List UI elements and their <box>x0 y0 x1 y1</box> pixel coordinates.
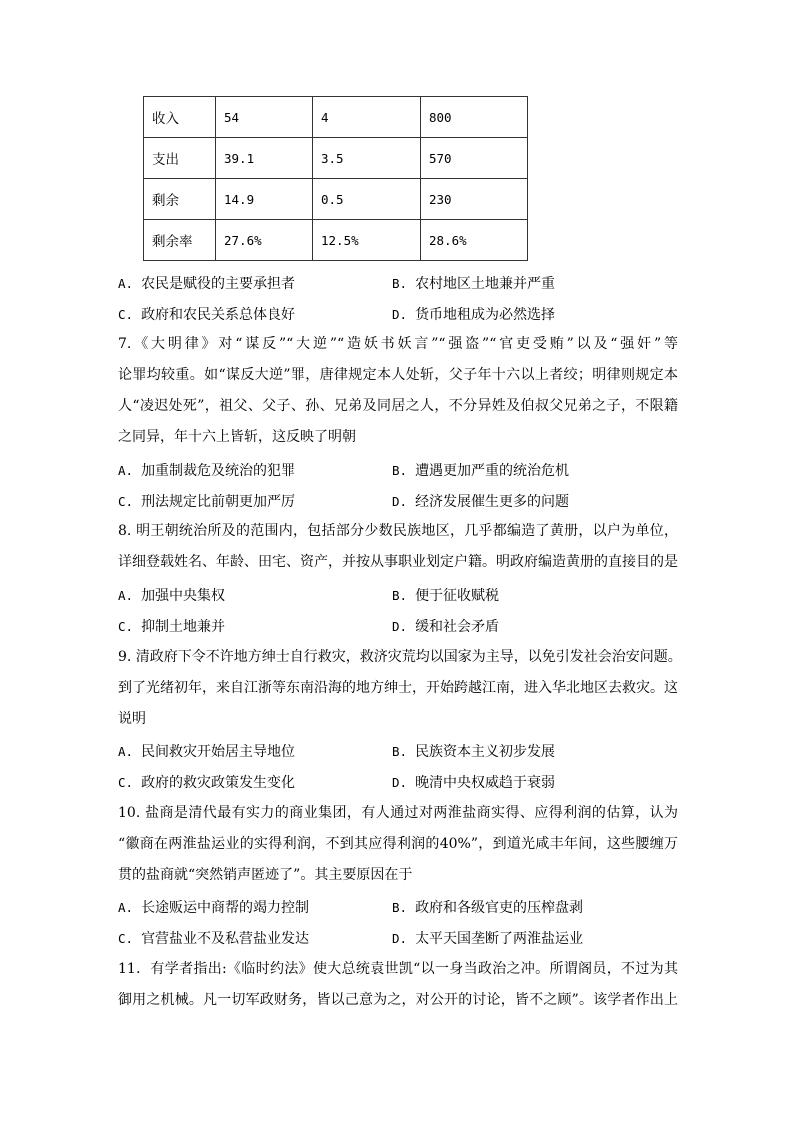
table-cell: 4 <box>313 97 421 138</box>
question-line: 11．有学者指出:《临时约法》使大总统袁世凯“以一身当政治之冲。所谓阁员，不过为其 <box>118 961 678 977</box>
table-cell: 800 <box>421 97 528 138</box>
question-line: “徽商在两淮盐运业的实得利润，不到其应得利润的40%”，到道光咸丰年间，这些腰缠万 <box>118 836 678 852</box>
q8-option-c: C. 抑制土地兼并 <box>118 619 226 635</box>
question-8 <box>118 516 678 578</box>
question-line: 御用之机械。凡一切军政财务，皆以己意为之，对公开的讨论，皆不之顾”。该学者作出上 <box>118 992 678 1008</box>
q9-option-c: C. 政府的救灾政策发生变化 <box>118 775 296 791</box>
table-cell: 3.5 <box>313 138 421 179</box>
table-cell: 剩余率 <box>144 220 216 261</box>
question-line: 到了光绪初年，来自江浙等东南沿海的地方绅士，开始跨越江南，进入华北地区去救灾。这 <box>118 680 678 696</box>
question-line: 人“凌迟处死”，祖父、父子、孙、兄弟及同居之人，不分异姓及伯叔父兄弟之子，不限籍 <box>118 398 678 414</box>
q8-option-b: B. 便于征收赋税 <box>392 588 500 604</box>
table-cell: 570 <box>421 138 528 179</box>
question-line: 10. 盐商是清代最有实力的商业集团，有人通过对两淮盐商实得、应得利润的估算，认为 <box>118 805 678 821</box>
q8-option-d: D. 缓和社会矛盾 <box>392 619 500 635</box>
q7-option-d: D. 经济发展催生更多的问题 <box>392 494 570 510</box>
question-7 <box>118 329 678 453</box>
question-line: 论罪均较重。如“谋反大逆”罪，唐律规定本人处斩，父子年十六以上者绞；明律则规定本 <box>118 367 678 383</box>
question-line: 之同异，年十六上皆斩，这反映了明朝 <box>118 429 356 445</box>
table-row <box>144 220 528 261</box>
question-line: 详细登载姓名、年龄、田宅、资产，并按从事职业划定户籍。明政府编造黄册的直接目的是 <box>118 554 678 570</box>
table-cell: 14.9 <box>216 179 313 220</box>
q6-option-c: C. 政府和农民关系总体良好 <box>118 307 296 323</box>
table-cell: 27.6% <box>216 220 313 261</box>
question-line: 7.《大明律》对“谋反”“大逆”“造妖书妖言”“强盗”“官吏受贿”以及“强奸”等 <box>118 336 678 352</box>
table-cell: 54 <box>216 97 313 138</box>
question-9 <box>118 642 682 735</box>
q8-option-a: A. 加强中央集权 <box>118 588 226 604</box>
table-cell: 支出 <box>144 138 216 179</box>
q10-option-b: B. 政府和各级官吏的压榨盘剥 <box>392 900 584 916</box>
q6-option-b: B. 农村地区土地兼并严重 <box>392 276 556 292</box>
question-10 <box>118 798 678 891</box>
question-line: 9. 清政府下令不许地方绅士自行救灾，救济灾荒均以国家为主导，以免引发社会治安问题。 <box>118 649 682 665</box>
q7-option-c: C. 刑法规定比前朝更加严厉 <box>118 494 296 510</box>
q10-option-d: D. 太平天国垄断了两淮盐运业 <box>392 931 584 947</box>
table-cell: 剩余 <box>144 179 216 220</box>
table-cell: 收入 <box>144 97 216 138</box>
q7-option-b: B. 遭遇更加严重的统治危机 <box>392 463 570 479</box>
question-line: 贯的盐商就“突然销声匿迹了”。其主要原因在于 <box>118 867 413 883</box>
q7-option-a: A. 加重制裁危及统治的犯罪 <box>118 463 296 479</box>
table-cell: 39.1 <box>216 138 313 179</box>
q9-option-d: D. 晚清中央权威趋于衰弱 <box>392 775 556 791</box>
table-row <box>144 97 528 138</box>
q6-option-d: D. 货币地租成为必然选择 <box>392 307 556 323</box>
table-row <box>144 179 528 220</box>
q10-option-a: A. 长途贩运中商帮的竭力控制 <box>118 900 310 916</box>
table-cell: 28.6% <box>421 220 528 261</box>
table-cell: 0.5 <box>313 179 421 220</box>
q9-option-a: A. 民间救灾开始居主导地位 <box>118 744 296 760</box>
table-cell: 12.5% <box>313 220 421 261</box>
question-11 <box>118 954 678 1016</box>
question-line: 8. 明王朝统治所及的范围内，包括部分少数民族地区，几乎都编造了黄册，以户为单位， <box>118 523 678 539</box>
table-cell: 230 <box>421 179 528 220</box>
q9-option-b: B. 民族资本主义初步发展 <box>392 744 556 760</box>
data-table <box>143 96 528 261</box>
q10-option-c: C. 官营盐业不及私营盐业发达 <box>118 931 310 947</box>
question-line: 说明 <box>118 711 146 727</box>
table-row <box>144 138 528 179</box>
q6-option-a: A. 农民是赋役的主要承担者 <box>118 276 296 292</box>
